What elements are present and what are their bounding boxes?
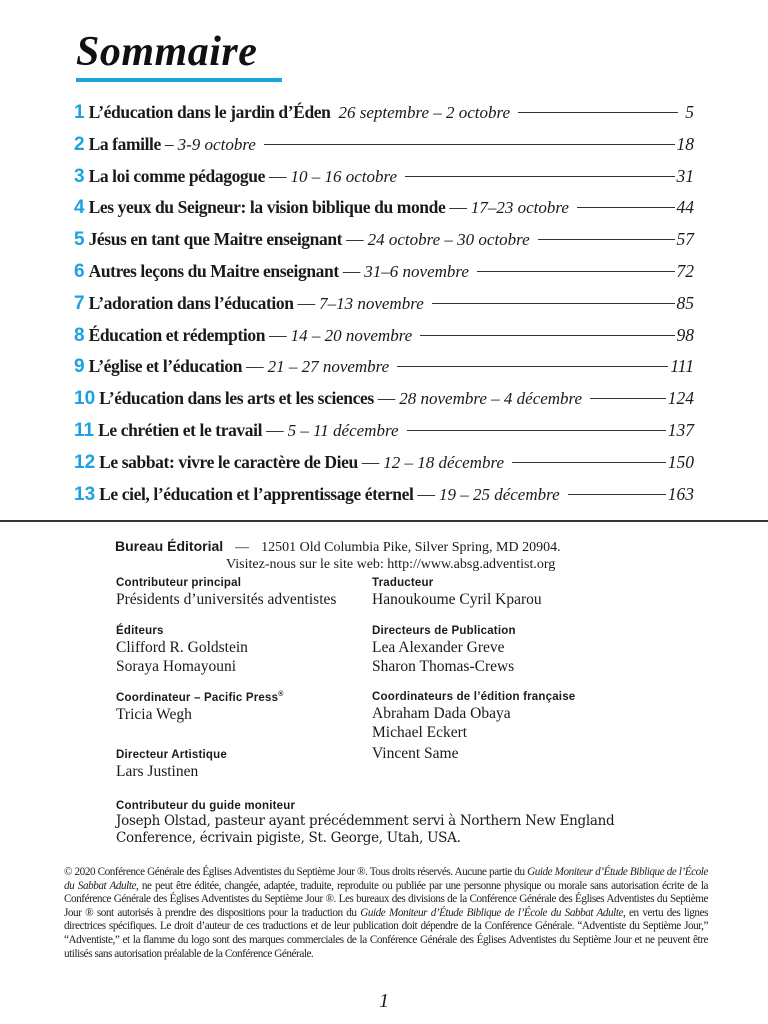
toc-date: 28 novembre – 4 décembre [399, 389, 583, 409]
credit-label: Éditeurs [116, 625, 164, 637]
toc-dash: — [269, 324, 287, 345]
toc-dash: — [346, 229, 364, 250]
toc-page-number: 72 [676, 260, 694, 281]
editorial-address: 12501 Old Columbia Pike, Silver Spring, MD 20904. [261, 540, 561, 555]
toc-title: Jésus en tant que Maitre enseignant [88, 229, 343, 250]
registered-mark: ® [278, 691, 284, 698]
toc-leader-line [405, 176, 674, 177]
toc-row [74, 166, 694, 198]
toc-date: 10 – 16 octobre [290, 166, 398, 186]
toc-row [74, 229, 694, 261]
toc-row [74, 388, 694, 420]
credit-label: Contributeur principal [116, 577, 242, 589]
toc-dash: — [342, 260, 361, 281]
page-number: 1 [379, 990, 389, 1012]
credit-value: Vincent Same [372, 745, 459, 762]
toc-number: 11 [74, 419, 95, 441]
credit-label: Traducteur [372, 577, 434, 589]
credit-value: Présidents d’universités adventistes [116, 591, 337, 608]
toc-leader-line [407, 430, 666, 431]
toc-leader-line [477, 271, 675, 272]
toc-number: 1 [74, 102, 85, 123]
toc-leader-line [264, 144, 675, 145]
legal-text: © 2020 Conférence Générale des Églises Adventistes du Septième Jour ®. Tous droits réservés. Aucune partie du [64, 866, 528, 878]
toc-page-number: 18 [676, 133, 694, 154]
credit-value: Lea Alexander Greve [372, 639, 505, 656]
credit-value: Sharon Thomas-Crews [372, 658, 515, 675]
toc-title: Le ciel, l’éducation et l’apprentissage éternel [99, 483, 414, 504]
toc-row [74, 134, 694, 166]
toc-title: Autres leçons du Maitre enseignant [88, 260, 339, 281]
toc-dash: — [361, 451, 380, 472]
toc-page-number: 44 [676, 197, 694, 218]
credit-guide-contributor [116, 800, 656, 847]
toc-page-number: 150 [667, 451, 694, 472]
toc-leader-line [432, 303, 675, 304]
section-divider [0, 520, 768, 522]
credit-label: Directeur Artistique [116, 749, 227, 761]
toc-page-number: 85 [676, 292, 694, 313]
toc-leader-line [420, 335, 674, 336]
toc-date: 21 – 27 novembre [267, 357, 390, 377]
credit-label: Directeurs de Publication [372, 625, 516, 637]
toc-date: 3-9 octobre [177, 134, 256, 154]
toc-leader-line [577, 207, 675, 208]
toc-number: 9 [74, 356, 85, 378]
toc-number: 7 [74, 292, 85, 314]
credit-art-director [116, 749, 366, 781]
toc-title: L’éducation dans les arts et les sciences [99, 388, 374, 409]
toc-row [74, 102, 694, 134]
toc-dash: — [449, 197, 467, 218]
toc-title: L’adoration dans l’éducation [88, 292, 294, 313]
table-of-contents [74, 102, 694, 515]
toc-date: 31–6 novembre [364, 261, 469, 281]
toc-number: 2 [74, 133, 85, 155]
credit-value: Joseph Olstad, pasteur ayant précédemment servi à Northern New England Conference, écrivain pigiste, St. George, Utah, USA. [116, 813, 615, 846]
toc-date: 24 octobre – 30 octobre [367, 230, 530, 250]
credit-publication-directors [372, 625, 622, 676]
toc-date: 5 – 11 décembre [287, 420, 399, 440]
toc-leader-line [518, 112, 678, 113]
toc-title: L’église et l’éducation [88, 356, 243, 377]
toc-number: 10 [74, 388, 96, 410]
credit-label: Coordinateurs de l’édition française [372, 691, 576, 703]
legal-text: , ne peut être éditée, changée, adaptée, traduite, reproduite ou publiée par une personne physique ou morale sans autorisation écrite de la Conférence Générale des Églises Adventistes du Septième Jour ®. Les bureaux des divisions de la Conférence Générale des Églises Adventistes du Septième Jour ® sont autorisés à prendre des dispositions pour la traduction du [64, 879, 708, 919]
toc-dash: — [266, 419, 284, 440]
toc-date: 17–23 octobre [470, 198, 569, 218]
credit-label-text: Coordinateur – Pacific Press [116, 691, 279, 704]
toc-number: 8 [74, 324, 85, 346]
toc-page-number: 57 [676, 229, 694, 250]
credit-label: Contributeur du guide moniteur [116, 800, 296, 812]
toc-title: Éducation et rédemption [88, 324, 266, 345]
toc-row [74, 325, 694, 357]
copyright-notice [64, 866, 708, 961]
toc-leader-line [538, 239, 675, 240]
credit-editors [116, 625, 366, 676]
toc-leader-line [568, 494, 666, 495]
toc-number: 13 [74, 483, 96, 505]
toc-date: 12 – 18 décembre [383, 452, 504, 472]
toc-date: 26 septembre – 2 octobre [338, 103, 511, 122]
toc-date: 19 – 25 décembre [438, 484, 560, 504]
toc-dash: – [164, 133, 174, 154]
legal-text: , en vertu des lignes directrices spécifiques. Le droit d’auteur de ces traductions et de leur publication doit dépendre de la Conférence Générale. “Adventiste du Septième Jour,” “Adventiste,” et la flamme du logo sont des marques commerciales de la Conférence Générale des Églises Adventistes du Septième Jour et ne peuvent être utilisés sans autorisation préalable de la Conférence Générale. [64, 906, 708, 960]
toc-dash: — [417, 483, 435, 504]
toc-leader-line [512, 462, 666, 463]
toc-title: L’éducation dans le jardin d’Éden [88, 102, 331, 122]
toc-dash: — [246, 356, 264, 377]
credit-value: Soraya Homayouni [116, 658, 237, 675]
credit-value: Abraham Dada Obaya [372, 705, 511, 722]
toc-row [74, 420, 694, 452]
toc-dash: — [268, 165, 287, 186]
toc-title: La loi comme pédagogue [88, 165, 265, 186]
credit-value: Clifford R. Goldstein [116, 639, 248, 656]
toc-number: 12 [74, 451, 96, 473]
editorial-office [115, 538, 561, 556]
toc-row [74, 261, 694, 293]
toc-dash: — [377, 388, 396, 409]
credit-value: Michael Eckert [372, 724, 468, 741]
toc-dash: — [297, 292, 316, 313]
credit-value: Lars Justinen [116, 763, 199, 780]
toc-leader-line [397, 366, 668, 367]
credit-label [116, 691, 366, 704]
toc-number: 5 [74, 229, 85, 251]
toc-row [74, 484, 694, 516]
toc-title: La famille [88, 133, 161, 154]
toc-page-number: 137 [667, 419, 694, 440]
toc-title: Les yeux du Seigneur: la vision biblique du monde [88, 197, 446, 218]
credit-contributor [116, 577, 366, 609]
legal-title: Guide Moniteur d’Étude Biblique de l’École du Sabbat Adulte [64, 866, 708, 892]
toc-date: 14 – 20 novembre [290, 325, 413, 345]
toc-leader-line [590, 398, 666, 399]
credit-value: Hanoukoume Cyril Kparou [372, 591, 542, 608]
website-line: Visitez-nous sur le site web: http://www.absg.adventist.org [226, 557, 556, 572]
toc-number: 4 [74, 197, 85, 219]
toc-page-number: 111 [670, 356, 694, 377]
toc-page-number: 124 [667, 388, 694, 409]
title-underline [76, 78, 282, 82]
toc-title: Le chrétien et le travail [98, 419, 263, 440]
toc-page-number: 163 [667, 483, 694, 504]
toc-row [74, 356, 694, 388]
toc-row [74, 197, 694, 229]
toc-title: Le sabbat: vivre le caractère de Dieu [99, 451, 358, 472]
editorial-dash: — [235, 540, 250, 555]
toc-page-number: 5 [685, 102, 694, 122]
toc-number: 3 [74, 165, 85, 187]
toc-page-number: 98 [676, 324, 694, 345]
toc-number: 6 [74, 260, 85, 282]
credit-pacific-press [116, 691, 366, 724]
legal-title: Guide Moniteur d’Étude Biblique de l’École du Sabbat Adulte [360, 906, 624, 919]
credit-translator [372, 577, 622, 609]
credit-french-coordinators [372, 691, 622, 763]
credit-value: Tricia Wegh [116, 705, 192, 723]
toc-row [74, 452, 694, 484]
toc-row [74, 293, 694, 325]
toc-date: 7–13 novembre [319, 293, 424, 313]
page-title: Sommaire [76, 29, 258, 75]
editorial-label: Bureau Éditorial [115, 538, 224, 554]
toc-page-number: 31 [676, 165, 694, 186]
